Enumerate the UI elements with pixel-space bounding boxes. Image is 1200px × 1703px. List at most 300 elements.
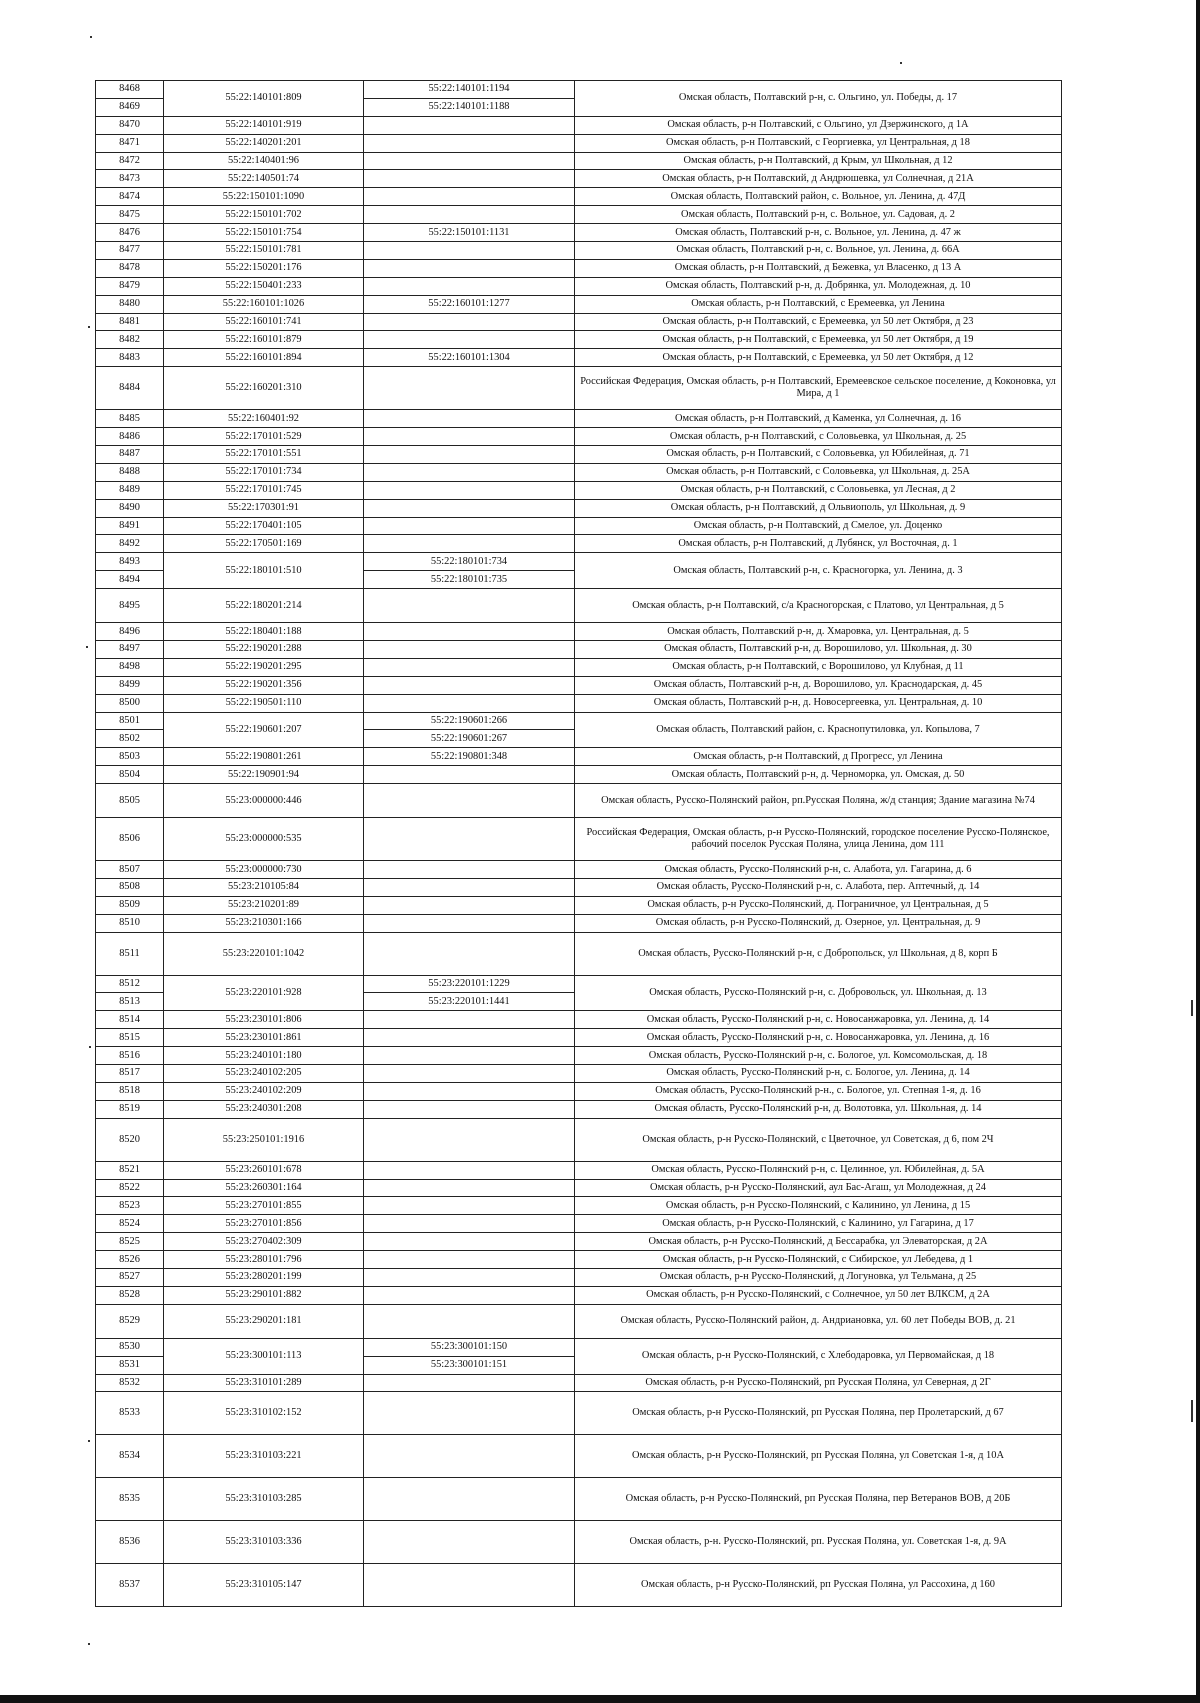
table-row: [96, 170, 1062, 188]
row-number: 8495: [96, 589, 164, 623]
row-number: 8482: [96, 331, 164, 349]
linked-cadastral-number: [364, 1082, 575, 1100]
cadastral-number: 55:23:240301:208: [164, 1100, 364, 1118]
row-number: 8484: [96, 367, 164, 410]
linked-cadastral-number: [364, 641, 575, 659]
cadastral-number: 55:22:180101:510: [164, 553, 364, 589]
cadastral-number: 55:22:150201:176: [164, 259, 364, 277]
row-number: 8535: [96, 1478, 164, 1521]
address: Омская область, р-н Полтавский, с Соловьевка, ул Юбилейная, д. 71: [575, 445, 1062, 463]
table-row: [96, 1118, 1062, 1161]
cadastral-number: 55:23:250101:1916: [164, 1118, 364, 1161]
row-number: 8488: [96, 463, 164, 481]
cadastral-number: 55:22:170501:169: [164, 535, 364, 553]
address: Омская область, Русско-Полянский р-н, д. Волотовка, ул. Школьная, д. 14: [575, 1100, 1062, 1118]
cadastral-number: 55:23:310101:289: [164, 1374, 364, 1392]
row-number: 8476: [96, 224, 164, 242]
table-row: [96, 766, 1062, 784]
cadastral-number: 55:22:170401:105: [164, 517, 364, 535]
linked-cadastral-number: [364, 694, 575, 712]
linked-cadastral-number: [364, 1215, 575, 1233]
linked-cadastral-number: [364, 463, 575, 481]
cadastral-number: 55:22:190601:207: [164, 712, 364, 748]
table-row: [96, 623, 1062, 641]
row-number: 8477: [96, 242, 164, 260]
row-number: 8523: [96, 1197, 164, 1215]
linked-cadastral-number: [364, 313, 575, 331]
address: Омская область, р-н Полтавский, с Соловьевка, ул Лесная, д 2: [575, 481, 1062, 499]
linked-cadastral-number: 55:23:300101:150: [364, 1338, 575, 1356]
linked-cadastral-number: [364, 1179, 575, 1197]
linked-cadastral-number: 55:23:300101:151: [364, 1356, 575, 1374]
table-row: [96, 641, 1062, 659]
linked-cadastral-number: [364, 1065, 575, 1083]
row-number: 8502: [96, 730, 164, 748]
row-number: 8521: [96, 1161, 164, 1179]
linked-cadastral-number: [364, 1564, 575, 1607]
table-row: [96, 1392, 1062, 1435]
cadastral-number: 55:22:170101:529: [164, 428, 364, 446]
cadastral-number: 55:23:230101:861: [164, 1029, 364, 1047]
linked-cadastral-number: [364, 861, 575, 879]
address: Омская область, Полтавский р-н, с. Ольгино, ул. Победы, д. 17: [575, 81, 1062, 117]
address: Омская область, р-н Русско-Полянский, с Калинино, ул Гагарина, д 17: [575, 1215, 1062, 1233]
row-number: 8499: [96, 676, 164, 694]
cadastral-number: 55:22:170101:551: [164, 445, 364, 463]
linked-cadastral-number: [364, 623, 575, 641]
cadastral-number: 55:23:220101:928: [164, 975, 364, 1011]
row-number: 8470: [96, 116, 164, 134]
address: Омская область, р-н Русско-Полянский, д. Озерное, ул. Центральная, д. 9: [575, 914, 1062, 932]
row-number: 8513: [96, 993, 164, 1011]
row-number: 8496: [96, 623, 164, 641]
address: Омская область, р-н Полтавский, д Прогресс, ул Ленина: [575, 748, 1062, 766]
address: Омская область, р-н Полтавский, д Ольвиополь, ул Школьная, д. 9: [575, 499, 1062, 517]
cadastral-number: 55:22:150401:233: [164, 277, 364, 295]
linked-cadastral-number: 55:22:190801:348: [364, 748, 575, 766]
linked-cadastral-number: [364, 410, 575, 428]
row-number: 8479: [96, 277, 164, 295]
linked-cadastral-number: [364, 445, 575, 463]
address: Омская область, р-н Полтавский, д Бежевка, ул Власенко, д 13 А: [575, 259, 1062, 277]
cadastral-number: 55:23:240102:205: [164, 1065, 364, 1083]
row-number: 8500: [96, 694, 164, 712]
linked-cadastral-number: [364, 1435, 575, 1478]
linked-cadastral-number: [364, 535, 575, 553]
linked-cadastral-number: [364, 1118, 575, 1161]
row-number: 8532: [96, 1374, 164, 1392]
cadastral-number: 55:22:160101:894: [164, 349, 364, 367]
cadastral-number: 55:22:190201:356: [164, 676, 364, 694]
cadastral-number: 55:23:310103:336: [164, 1521, 364, 1564]
table-row: [96, 1374, 1062, 1392]
table-row: [96, 1304, 1062, 1338]
address: Омская область, р-н Полтавский, д Каменка, ул Солнечная, д. 16: [575, 410, 1062, 428]
cadastral-number: 55:23:310103:285: [164, 1478, 364, 1521]
linked-cadastral-number: [364, 589, 575, 623]
linked-cadastral-number: 55:22:160101:1304: [364, 349, 575, 367]
address: Омская область, р-н Русско-Полянский, с Солнечное, ул 50 лет ВЛКСМ, д 2А: [575, 1286, 1062, 1304]
cadastral-number: 55:22:150101:1090: [164, 188, 364, 206]
row-number: 8531: [96, 1356, 164, 1374]
address: Омская область, Русско-Полянский район, рп.Русская Поляна, ж/д станция; Здание магазина №74: [575, 784, 1062, 818]
address: Омская область, р-н Русско-Полянский, рп Русская Поляна, ул Советская 1-я, д 10А: [575, 1435, 1062, 1478]
table-row: [96, 1065, 1062, 1083]
cadastral-number: 55:23:000000:730: [164, 861, 364, 879]
cadastral-number: 55:22:140101:919: [164, 116, 364, 134]
address: Омская область, Русско-Полянский район, д. Андриановка, ул. 60 лет Победы ВОВ, д. 21: [575, 1304, 1062, 1338]
linked-cadastral-number: [364, 206, 575, 224]
cadastral-number: 55:22:140101:809: [164, 81, 364, 117]
row-number: 8533: [96, 1392, 164, 1435]
row-number: 8517: [96, 1065, 164, 1083]
table-row: [96, 206, 1062, 224]
row-number: 8524: [96, 1215, 164, 1233]
cadastral-number: 55:22:190201:295: [164, 658, 364, 676]
address: Омская область, Полтавский р-н, с. Красногорка, ул. Ленина, д. 3: [575, 553, 1062, 589]
cadastral-number: 55:23:000000:446: [164, 784, 364, 818]
cadastral-number: 55:22:190501:110: [164, 694, 364, 712]
address: Омская область, р-н Русско-Полянский, с Цветочное, ул Советская, д 6, пом 2Ч: [575, 1118, 1062, 1161]
linked-cadastral-number: [364, 188, 575, 206]
cadastral-number: 55:22:150101:781: [164, 242, 364, 260]
row-number: 8537: [96, 1564, 164, 1607]
table-row: [96, 224, 1062, 242]
cadastral-number: 55:22:160201:310: [164, 367, 364, 410]
table-row: [96, 658, 1062, 676]
address: Омская область, р-н Полтавский, д Крым, ул Школьная, д 12: [575, 152, 1062, 170]
linked-cadastral-number: [364, 914, 575, 932]
table-row: [96, 748, 1062, 766]
table-row: [96, 1082, 1062, 1100]
table-row: [96, 259, 1062, 277]
linked-cadastral-number: [364, 932, 575, 975]
register-table: [95, 80, 1062, 1607]
row-number: 8473: [96, 170, 164, 188]
table-row: [96, 349, 1062, 367]
address: Омская область, Русско-Полянский р-н, с. Добровольск, ул. Школьная, д. 13: [575, 975, 1062, 1011]
table-row: [96, 1233, 1062, 1251]
cadastral-number: 55:23:270402:309: [164, 1233, 364, 1251]
cadastral-number: 55:22:180201:214: [164, 589, 364, 623]
row-number: 8491: [96, 517, 164, 535]
row-number: 8511: [96, 932, 164, 975]
table-row: [96, 818, 1062, 861]
linked-cadastral-number: 55:22:190601:267: [364, 730, 575, 748]
table-row: [96, 878, 1062, 896]
linked-cadastral-number: [364, 116, 575, 134]
row-number: 8493: [96, 553, 164, 571]
row-number: 8497: [96, 641, 164, 659]
row-number: 8516: [96, 1047, 164, 1065]
linked-cadastral-number: 55:22:150101:1131: [364, 224, 575, 242]
table-row: [96, 914, 1062, 932]
address: Омская область, р-н Полтавский, с Ворошилово, ул Клубная, д 11: [575, 658, 1062, 676]
table-row: [96, 188, 1062, 206]
linked-cadastral-number: [364, 658, 575, 676]
linked-cadastral-number: [364, 1011, 575, 1029]
cadastral-number: 55:23:210201:89: [164, 896, 364, 914]
cadastral-number: 55:23:270101:855: [164, 1197, 364, 1215]
row-number: 8526: [96, 1251, 164, 1269]
cadastral-number: 55:23:280201:199: [164, 1269, 364, 1287]
table-row: [96, 134, 1062, 152]
row-number: 8486: [96, 428, 164, 446]
linked-cadastral-number: [364, 1478, 575, 1521]
address: Омская область, р-н Полтавский, с Георгиевка, ул Центральная, д 18: [575, 134, 1062, 152]
table-row: [96, 1011, 1062, 1029]
row-number: 8498: [96, 658, 164, 676]
linked-cadastral-number: [364, 152, 575, 170]
row-number: 8504: [96, 766, 164, 784]
table-row: [96, 1161, 1062, 1179]
table-row: [96, 553, 1062, 571]
linked-cadastral-number: [364, 1269, 575, 1287]
row-number: 8530: [96, 1338, 164, 1356]
address: Омская область, р-н Русско-Полянский, с Сибирское, ул Лебедева, д 1: [575, 1251, 1062, 1269]
table-row: [96, 975, 1062, 993]
cadastral-number: 55:23:220101:1042: [164, 932, 364, 975]
address: Омская область, р-н Полтавский, д Лубянск, ул Восточная, д. 1: [575, 535, 1062, 553]
row-number: 8522: [96, 1179, 164, 1197]
cadastral-number: 55:22:170101:745: [164, 481, 364, 499]
linked-cadastral-number: [364, 1521, 575, 1564]
address: Омская область, р-н Русско-Полянский, рп Русская Поляна, ул Рассохина, д 160: [575, 1564, 1062, 1607]
table-row: [96, 331, 1062, 349]
table-row: [96, 499, 1062, 517]
row-number: 8529: [96, 1304, 164, 1338]
table-row: [96, 589, 1062, 623]
linked-cadastral-number: [364, 277, 575, 295]
row-number: 8503: [96, 748, 164, 766]
linked-cadastral-number: [364, 259, 575, 277]
table-row: [96, 1269, 1062, 1287]
address: Омская область, Русско-Полянский р-н, с. Бологое, ул. Комсомольская, д. 18: [575, 1047, 1062, 1065]
address: Омская область, Полтавский р-н, д. Ворошилово, ул. Школьная, д. 30: [575, 641, 1062, 659]
table-row: [96, 1478, 1062, 1521]
table-row: [96, 277, 1062, 295]
table-row: [96, 694, 1062, 712]
linked-cadastral-number: [364, 1286, 575, 1304]
linked-cadastral-number: [364, 1392, 575, 1435]
table-row: [96, 535, 1062, 553]
table-row: [96, 410, 1062, 428]
address: Омская область, Русско-Полянский р-н, с. Целинное, ул. Юбилейная, д. 5А: [575, 1161, 1062, 1179]
linked-cadastral-number: [364, 1161, 575, 1179]
row-number: 8468: [96, 81, 164, 99]
address: Омская область, р-н Полтавский, с Еремеевка, ул Ленина: [575, 295, 1062, 313]
row-number: 8471: [96, 134, 164, 152]
address: Омская область, р-н Русско-Полянский, с Хлебодаровка, ул Первомайская, д 18: [575, 1338, 1062, 1374]
cadastral-number: 55:23:260301:164: [164, 1179, 364, 1197]
row-number: 8487: [96, 445, 164, 463]
row-number: 8490: [96, 499, 164, 517]
register-table-body: [96, 81, 1062, 1607]
linked-cadastral-number: [364, 367, 575, 410]
row-number: 8514: [96, 1011, 164, 1029]
table-row: [96, 463, 1062, 481]
address: Омская область, р-н Полтавский, с Еремеевка, ул 50 лет Октября, д 23: [575, 313, 1062, 331]
row-number: 8478: [96, 259, 164, 277]
address: Омская область, р-н. Русско-Полянский, рп. Русская Поляна, ул. Советская 1-я, д. 9А: [575, 1521, 1062, 1564]
table-row: [96, 676, 1062, 694]
address: Омская область, Полтавский р-н, с. Вольное, ул. Ленина, д. 47 ж: [575, 224, 1062, 242]
row-number: 8525: [96, 1233, 164, 1251]
cadastral-number: 55:23:000000:535: [164, 818, 364, 861]
cadastral-number: 55:22:190801:261: [164, 748, 364, 766]
address: Омская область, Русско-Полянский р-н, с. Алабота, пер. Аптечный, д. 14: [575, 878, 1062, 896]
cadastral-number: 55:22:160401:92: [164, 410, 364, 428]
address: Омская область, р-н Полтавский, с Соловьевка, ул Школьная, д. 25А: [575, 463, 1062, 481]
table-row: [96, 1286, 1062, 1304]
table-row: [96, 1215, 1062, 1233]
address: Омская область, Русско-Полянский р-н, с. Алабота, ул. Гагарина, д. 6: [575, 861, 1062, 879]
cadastral-number: 55:22:190201:288: [164, 641, 364, 659]
row-number: 8489: [96, 481, 164, 499]
cadastral-number: 55:22:150101:754: [164, 224, 364, 242]
linked-cadastral-number: [364, 134, 575, 152]
table-row: [96, 1029, 1062, 1047]
row-number: 8507: [96, 861, 164, 879]
address: Омская область, р-н Русско-Полянский, д. Пограничное, ул Центральная, д 5: [575, 896, 1062, 914]
address: Омская область, р-н Полтавский, с Соловьевка, ул Школьная, д. 25: [575, 428, 1062, 446]
scan-edge-right: [1196, 0, 1200, 1703]
cadastral-number: 55:23:290201:181: [164, 1304, 364, 1338]
address: Омская область, р-н Полтавский, д Андрюшевка, ул Солнечная, д 21А: [575, 170, 1062, 188]
scan-edge-bottom: [0, 1695, 1200, 1703]
row-number: 8494: [96, 571, 164, 589]
cadastral-number: 55:22:160101:1026: [164, 295, 364, 313]
cadastral-number: 55:23:290101:882: [164, 1286, 364, 1304]
table-row: [96, 784, 1062, 818]
table-row: [96, 896, 1062, 914]
address: Омская область, р-н Русско-Полянский, рп Русская Поляна, пер Пролетарский, д 67: [575, 1392, 1062, 1435]
linked-cadastral-number: [364, 766, 575, 784]
row-number: 8505: [96, 784, 164, 818]
row-number: 8483: [96, 349, 164, 367]
table-row: [96, 295, 1062, 313]
address: Омская область, Русско-Полянский р-н, с. Новосанжаровка, ул. Ленина, д. 16: [575, 1029, 1062, 1047]
cadastral-number: 55:23:240102:209: [164, 1082, 364, 1100]
table-row: [96, 1197, 1062, 1215]
cadastral-number: 55:23:280101:796: [164, 1251, 364, 1269]
address: Омская область, р-н Полтавский, с/а Красногорская, с Платово, ул Центральная, д 5: [575, 589, 1062, 623]
row-number: 8520: [96, 1118, 164, 1161]
row-number: 8515: [96, 1029, 164, 1047]
table-row: [96, 152, 1062, 170]
row-number: 8485: [96, 410, 164, 428]
linked-cadastral-number: [364, 499, 575, 517]
row-number: 8474: [96, 188, 164, 206]
linked-cadastral-number: [364, 242, 575, 260]
table-row: [96, 1338, 1062, 1356]
row-number: 8481: [96, 313, 164, 331]
linked-cadastral-number: [364, 818, 575, 861]
cadastral-number: 55:22:170301:91: [164, 499, 364, 517]
address: Омская область, Русско-Полянский р-н, с. Бологое, ул. Ленина, д. 14: [575, 1065, 1062, 1083]
row-number: 8472: [96, 152, 164, 170]
address: Омская область, р-н Полтавский, с Еремеевка, ул 50 лет Октября, д 19: [575, 331, 1062, 349]
address: Омская область, Полтавский район, с. Вольное, ул. Ленина, д. 47Д: [575, 188, 1062, 206]
cadastral-number: 55:22:160101:741: [164, 313, 364, 331]
address: Омская область, р-н Русско-Полянский, рп Русская Поляна, ул Северная, д 2Г: [575, 1374, 1062, 1392]
table-row: [96, 1435, 1062, 1478]
cadastral-number: 55:22:140501:74: [164, 170, 364, 188]
cadastral-number: 55:23:300101:113: [164, 1338, 364, 1374]
table-row: [96, 242, 1062, 260]
cadastral-number: 55:22:180401:188: [164, 623, 364, 641]
cadastral-number: 55:22:140401:96: [164, 152, 364, 170]
row-number: 8510: [96, 914, 164, 932]
linked-cadastral-number: [364, 676, 575, 694]
linked-cadastral-number: 55:22:140101:1188: [364, 98, 575, 116]
address: Омская область, р-н Русско-Полянский, аул Бас-Агаш, ул Молодежная, д 24: [575, 1179, 1062, 1197]
table-row: [96, 517, 1062, 535]
cadastral-number: 55:23:230101:806: [164, 1011, 364, 1029]
table-row: [96, 313, 1062, 331]
table-row: [96, 428, 1062, 446]
linked-cadastral-number: 55:22:180101:735: [364, 571, 575, 589]
address: Омская область, р-н Русско-Полянский, рп Русская Поляна, пер Ветеранов ВОВ, д 20Б: [575, 1478, 1062, 1521]
address: Омская область, Русско-Полянский р-н., с. Бологое, ул. Степная 1-я, д. 16: [575, 1082, 1062, 1100]
row-number: 8475: [96, 206, 164, 224]
address: Российская Федерация, Омская область, р-н Полтавский, Еремеевское сельское поселение, д Коконовка, ул Мира, д 1: [575, 367, 1062, 410]
cadastral-number: 55:23:270101:856: [164, 1215, 364, 1233]
table-row: [96, 445, 1062, 463]
cadastral-number: 55:23:310102:152: [164, 1392, 364, 1435]
linked-cadastral-number: [364, 1374, 575, 1392]
cadastral-number: 55:22:170101:734: [164, 463, 364, 481]
address: Омская область, р-н Полтавский, с Ольгино, ул Дзержинского, д 1А: [575, 116, 1062, 134]
row-number: 8519: [96, 1100, 164, 1118]
linked-cadastral-number: [364, 517, 575, 535]
address: Российская Федерация, Омская область, р-н Русско-Полянский, городское поселение Русско-Полянское, рабочий поселок Русская Поляна, улица Ленина, дом 111: [575, 818, 1062, 861]
row-number: 8506: [96, 818, 164, 861]
address: Омская область, р-н Русско-Полянский, с Калинино, ул Ленина, д 15: [575, 1197, 1062, 1215]
table-row: [96, 367, 1062, 410]
table-row: [96, 1521, 1062, 1564]
table-row: [96, 1251, 1062, 1269]
cadastral-number: 55:23:310103:221: [164, 1435, 364, 1478]
row-number: 8536: [96, 1521, 164, 1564]
cadastral-number: 55:23:210301:166: [164, 914, 364, 932]
table-row: [96, 116, 1062, 134]
cadastral-number: 55:23:210105:84: [164, 878, 364, 896]
linked-cadastral-number: [364, 784, 575, 818]
table-row: [96, 1179, 1062, 1197]
address: Омская область, Полтавский р-н, д. Добрянка, ул. Молодежная, д. 10: [575, 277, 1062, 295]
address: Омская область, Полтавский р-н, д. Новосергеевка, ул. Центральная, д. 10: [575, 694, 1062, 712]
address: Омская область, р-н Русско-Полянский, д Бессарабка, ул Элеваторская, д 2А: [575, 1233, 1062, 1251]
address: Омская область, Полтавский р-н, с. Вольное, ул. Садовая, д. 2: [575, 206, 1062, 224]
linked-cadastral-number: [364, 1029, 575, 1047]
address: Омская область, Русско-Полянский р-н, с Добропольск, ул Школьная, д 8, корп Б: [575, 932, 1062, 975]
row-number: 8512: [96, 975, 164, 993]
address: Омская область, р-н Русско-Полянский, д Логуновка, ул Тельмана, д 25: [575, 1269, 1062, 1287]
row-number: 8469: [96, 98, 164, 116]
address: Омская область, Полтавский р-н, с. Вольное, ул. Ленина, д. 66А: [575, 242, 1062, 260]
linked-cadastral-number: 55:23:220101:1229: [364, 975, 575, 993]
table-row: [96, 932, 1062, 975]
address: Омская область, Полтавский р-н, д. Хмаровка, ул. Центральная, д. 5: [575, 623, 1062, 641]
linked-cadastral-number: [364, 1304, 575, 1338]
linked-cadastral-number: [364, 331, 575, 349]
linked-cadastral-number: [364, 481, 575, 499]
address: Омская область, Полтавский р-н, д. Черноморка, ул. Омская, д. 50: [575, 766, 1062, 784]
cadastral-number: 55:22:140201:201: [164, 134, 364, 152]
linked-cadastral-number: [364, 896, 575, 914]
table-row: [96, 1100, 1062, 1118]
